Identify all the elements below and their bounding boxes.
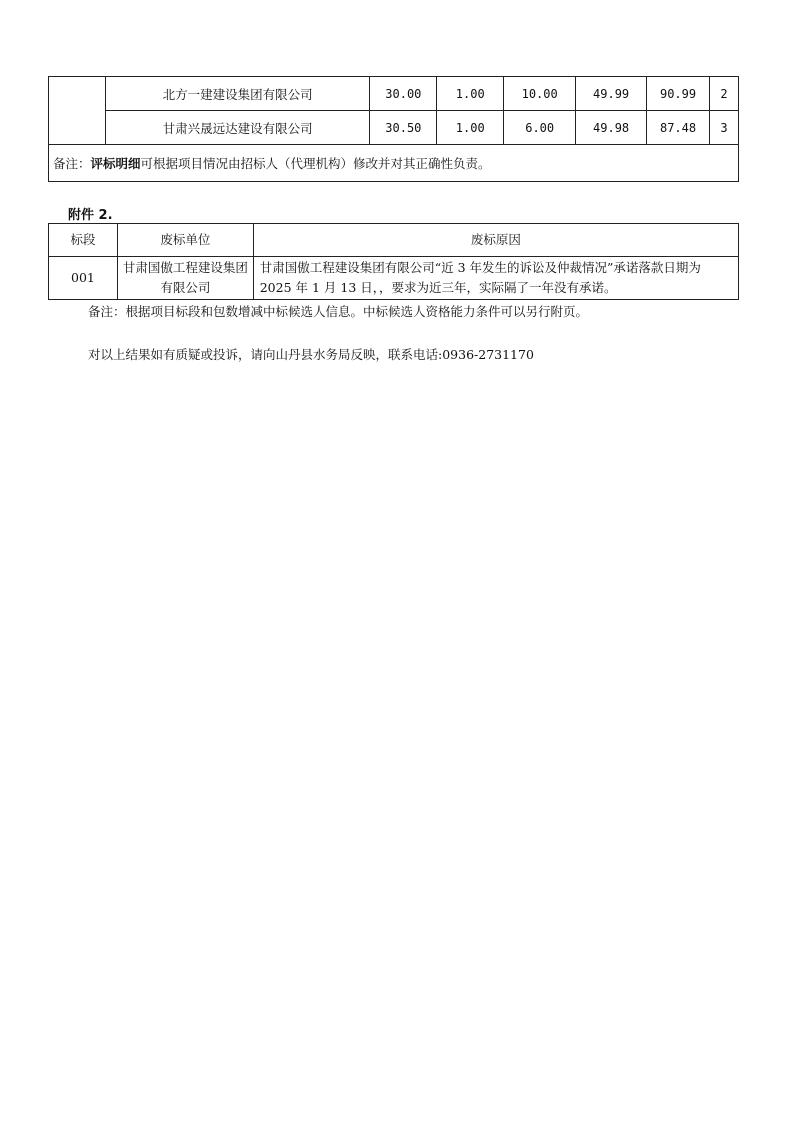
score-cell: 10.00 xyxy=(504,77,576,111)
header-unit: 废标单位 xyxy=(117,224,253,257)
score-cell: 30.00 xyxy=(370,77,437,111)
attachment-title: 附件 2. xyxy=(68,208,113,223)
rank-cell: 2 xyxy=(710,77,739,111)
score-cell: 30.50 xyxy=(370,111,437,145)
total-score: 87.48 xyxy=(647,111,710,145)
table-row xyxy=(49,111,739,145)
attachment-remark: 备注：根据项目标段和包数增减中标候选人信息。中标候选人资格能力条件可以另行附页。 xyxy=(88,304,589,319)
note-prefix: 备注： xyxy=(53,156,91,171)
score-cell: 49.99 xyxy=(576,77,647,111)
rank-cell: 3 xyxy=(710,111,739,145)
table-header-row xyxy=(49,224,739,257)
header-reason: 废标原因 xyxy=(253,224,738,257)
company-name: 甘肃兴晟远达建设有限公司 xyxy=(105,111,369,145)
score-cell: 1.00 xyxy=(437,77,504,111)
score-cell: 6.00 xyxy=(504,111,576,145)
score-cell: 1.00 xyxy=(437,111,504,145)
header-section: 标段 xyxy=(49,224,118,257)
note-rest: 可根据项目情况由招标人（代理机构）修改并对其正确性负责。 xyxy=(140,156,491,171)
score-cell: 49.98 xyxy=(576,111,647,145)
table-row xyxy=(49,257,739,300)
company-name: 北方一建建设集团有限公司 xyxy=(105,77,369,111)
section-cell: 001 xyxy=(49,257,118,300)
reason-cell: 甘肃国傲工程建设集团有限公司“近 3 年发生的诉讼及仲裁情况”承诺落款日期为 2025 年 1 月 13 日，，要求为近三年，实际隔了一年没有承诺。 xyxy=(253,257,738,300)
table-row xyxy=(49,77,739,111)
note-row xyxy=(49,145,739,182)
note-bold: 评标明细 xyxy=(90,156,141,171)
complaint-contact: 对以上结果如有质疑或投诉，请向山丹县水务局反映，联系电话:0936-2731170 xyxy=(88,347,534,362)
unit-cell: 甘肃国傲工程建设集团有限公司 xyxy=(117,257,253,300)
score-note xyxy=(49,145,739,182)
score-table xyxy=(48,76,739,182)
merged-section-cell xyxy=(49,77,106,145)
total-score: 90.99 xyxy=(647,77,710,111)
rejection-table xyxy=(48,223,739,300)
